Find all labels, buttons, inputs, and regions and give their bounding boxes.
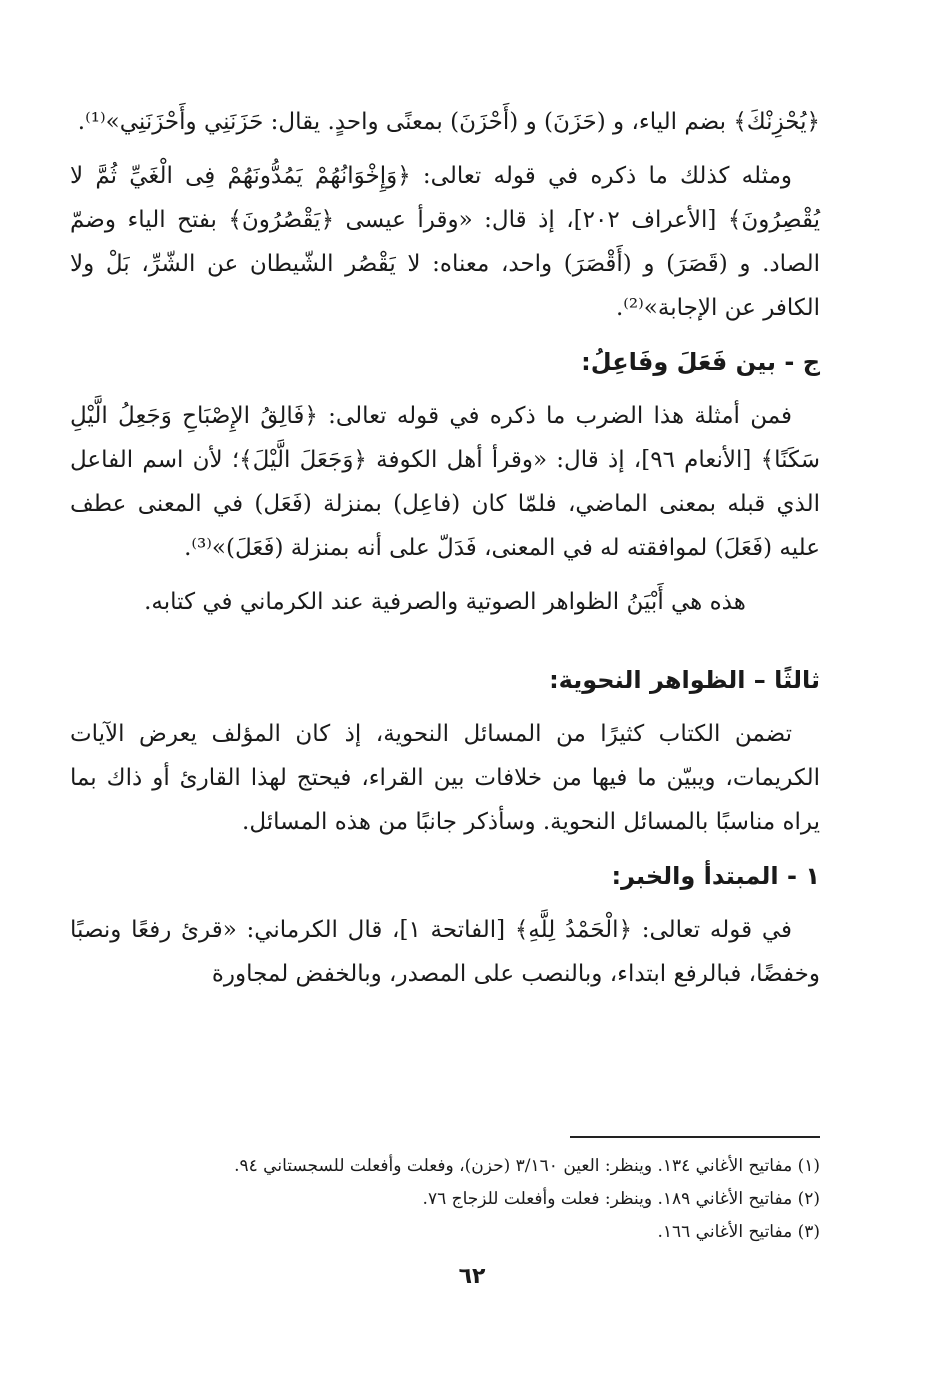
paragraph-syntax-intro: تضمن الكتاب كثيرًا من المسائل النحوية، إذ كان المؤلف يعرض الآيات الكريمات، ويبيّن ما فيها من خلافات بين القراء، فيحتج لهذا القارئ أو ذاك بما يراه مناسبًا بالمسائل النحوية. وسأذكر جانبًا من هذه المسائل. (70, 721, 820, 835)
paragraph-alhamdu: في قوله تعالى: ﴿الْحَمْدُ لِلَّهِ﴾ [الفاتحة ١]، قال الكرماني: «قرئ رفعًا ونصبًا وخفضًا، فبالرفع ابتداء، وبالنصب على المصدر، وبالخفض لمجاورة (70, 917, 820, 987)
paragraph-hazana: ﴿يُحْزِنْكَ﴾ بضم الياء، و (حَزَنَ) و (أَحْزَنَ) بمعنًى واحدٍ. يقال: حَزَنَنِي وأَحْزَنَنِي»⁽¹⁾. (77, 109, 820, 135)
section-heading-syntax: ثالثًا – الظواهر النحوية: (549, 666, 820, 694)
page-number: ٦٢ (458, 1264, 486, 1289)
page-body (70, 100, 820, 1006)
footnotes (120, 1150, 820, 1249)
paragraph-yuqsirun: ومثله كذلك ما ذكره في قوله تعالى: ﴿وَإِخْوَانُهُمْ يَمُدُّونَهُمْ فِى الْغَيِّ ثُمَّ لا يُقْصِرُونَ﴾ [الأعراف ٢٠٢]، إذ قال: «وقرأ عيسى ﴿يَقْصُرُونَ﴾ بفتح الياء وضمّ الصاد. و (قَصَرَ) و (أَقْصَرَ) واحد، معناه: لا يَقْصُر الشّيطان عن الشّرِّ، بَلْ ولا الكافر عن الإجابة»⁽²⁾. (70, 163, 820, 321)
section-heading-c: ج - بين فَعَلَ وفَاعِلُ: (581, 348, 820, 376)
footnote-3: (٣) مفاتيح الأغاني ١٦٦. (657, 1222, 820, 1242)
footnote-2: (٢) مفاتيح الأغاني ١٨٩. وينظر: فعلت وأفعلت للزجاج ٧٦. (422, 1189, 820, 1209)
footnote-1: (١) مفاتيح الأغاني ١٣٤. وينظر: العين ٣/١٦٠ (حزن)، وفعلت وأفعلت للسجستاني ٩٤. (234, 1156, 820, 1176)
footnote-separator (570, 1136, 820, 1138)
summary-line: هذه هي أَبْيَنُ الظواهر الصوتية والصرفية عند الكرماني في كتابه. (144, 589, 746, 615)
subheading-mubtada-khabar: ١ - المبتدأ والخبر: (611, 862, 820, 890)
paragraph-faala-faail: فمن أمثلة هذا الضرب ما ذكره في قوله تعالى: ﴿فَالِقُ الإِصْبَاحِ وَجَعِلُ الَّيْلِ سَكَنًا﴾ [الأنعام ٩٦]، إذ قال: «وقرأ أهل الكوفة ﴿وَجَعَلَ الَّيْلَ﴾؛ لأن اسم الفاعل الذي قبله بمعنى الماضي، فلمّا كان (فاعِل) بمنزلة (فَعَل) في المعنى عطف عليه (فَعَلَ) لموافقته له في المعنى، فَدَلّ على أنه بمنزلة (فَعَلَ)»⁽³⁾. (70, 403, 821, 561)
